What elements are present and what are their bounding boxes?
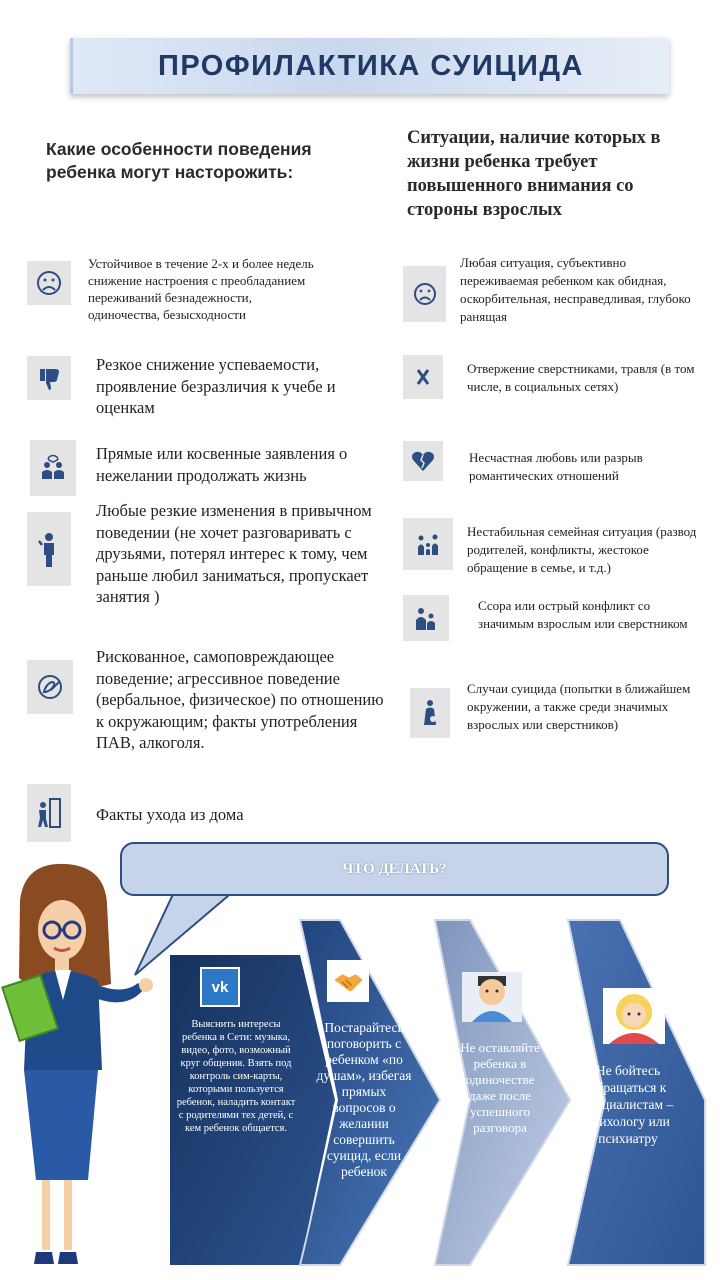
left-item-4-text: Любые резкие изменения в привычном поведении (не хочет разговаривать с друзьями, потерял интерес к тому, чем раньше любил заниматься, пропускает занятия ) [96,501,372,606]
man-avatar-icon [462,972,522,1022]
right-item-4-text: Нестабильная семейная ситуация (развод родителей, конфликты, жестокое обращение в семье, и т.д.) [467,524,697,575]
right-item-2-text: Отвержение сверстниками, травля (в том числе, в социальных сетях) [467,361,695,394]
vk-icon: vk [200,967,240,1007]
left-item-3-text: Прямые или косвенные заявления о нежелании продолжать жизнь [96,444,348,485]
left-item-6-text: Факты ухода из дома [96,805,244,824]
right-item-5-text: Ссора или острый конфликт со значимым взрослым или сверстником [478,598,688,631]
left-heading: Какие особенности поведения ребенка могут насторожить: [46,139,312,182]
girl-avatar-icon [603,988,665,1044]
right-item-6-text: Случаи суицида (попытки в ближайшем окружении, а также среди значимых взрослых или сверстников) [467,681,691,732]
presenter-woman-illustration [0,860,170,1280]
right-item-3-text: Несчастная любовь или разрыв романтических отношений [469,450,643,483]
step-2-text: Постарайтесь поговорить с ребенком «по душам», избегая прямых вопросов о желании совершить суицид, если ребенок [316,1020,412,1179]
right-item-1-text: Любая ситуация, субъективно переживаемая ребенком как обидная, оскорбительная, несправедливая, глубоко ранящая [460,255,691,324]
step-4-text: Не бойтесь обращаться к специалистам – психологу или психиатру [582,1063,674,1146]
what-to-do-heading: ЧТО ДЕЛАТЬ? [342,861,447,877]
step-3-text: Не оставляйте ребенка в одиночестве даже после успешного разговора [460,1040,540,1135]
handshake-icon [327,960,369,1002]
page-title: ПРОФИЛАКТИКА СУИЦИДА [157,50,584,82]
step-1-text: Выяснить интересы ребенка в Сети: музыка, видео, фото, возможный круг общения. Взять под контроль сим-карты, которыми пользуется ребенок, наладить контакт с родителями тех детей, с кем ребенок общается. [176,1019,296,1134]
left-item-5-text: Рискованное, самоповреждающее поведение; агрессивное поведение (вербальное, физическое) по отношению к окружающим; факты употребления ПАВ, алкоголя. [96,647,384,752]
left-item-1-text: Устойчивое в течение 2-х и более недель снижение настроения с преобладанием переживаний безнадежности, одиночества, безысходности [88,256,314,322]
right-heading: Ситуации, наличие которых в жизни ребенка требует повышенного внимания со стороны взрослых [407,128,661,220]
left-item-2-text: Резкое снижение успеваемости, проявление безразличия к учебе и оценкам [96,355,336,417]
